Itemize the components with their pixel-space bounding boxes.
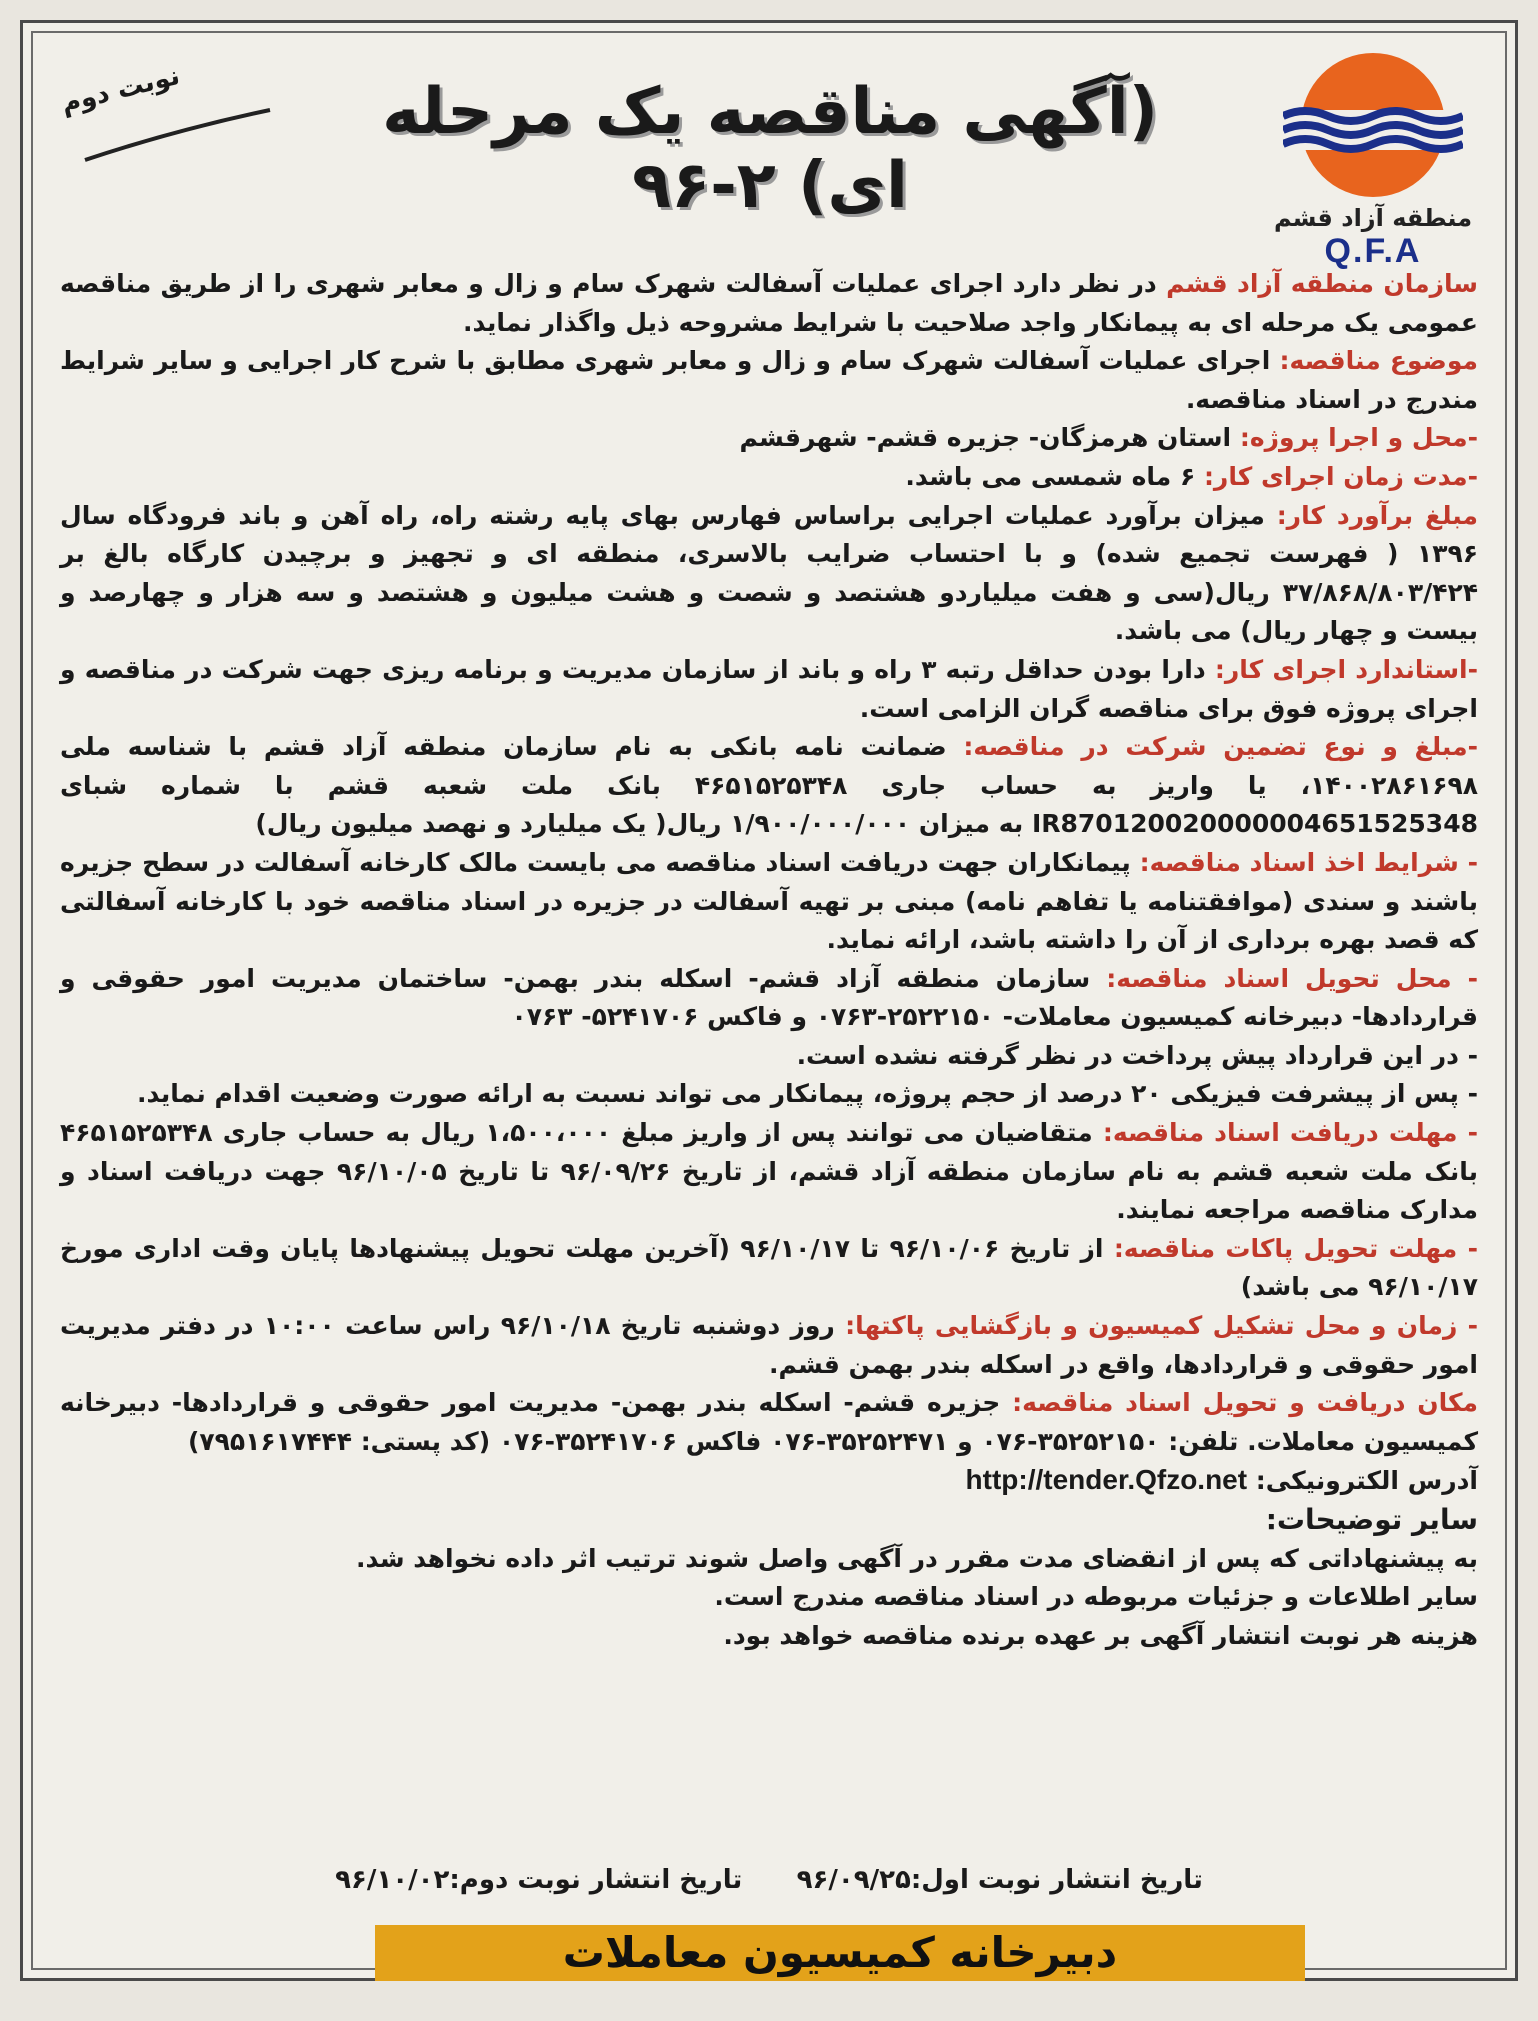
intro-paragraph [60, 265, 1478, 342]
duration-paragraph [60, 458, 1478, 497]
contact-text: جزیره قشم- اسکله بندر بهمن- مدیریت امور حقوقی و قراردادها- دبیرخانه کمیسیون معاملات. تلفن: ۳۵۲۵۲۱۵۰-۰۷۶ و ۳۵۲۵۲۴۷۱-۰۷۶ فاکس ۳۵۲۴۱۷۰۶-۰۷۶ (کد پستی: ۷۹۵۱۶۱۷۴۴۴) [60, 1388, 1478, 1456]
estimate-text: میزان برآورد عملیات اجرایی براساس فهارس بهای پایه رشته راه، راه آهن و باند فرودگاه سال ۱۳۹۶ ( فهرست تجمیع شده) و با احتساب ضرایب بالاسری، منطقه ای و تجهیز و برچیدن کارگاه بالغ بر ۳۷/۸۶۸/۸۰۳/۴۲۴ ریال(سی و هفت میلیاردو هشتصد و شصت و هشت میلیون و هشتصد و سه هزار و چهارصد و بیست و چهار ریال) می باشد. [60, 500, 1478, 646]
delivery-paragraph [60, 960, 1478, 1037]
subject-paragraph [60, 342, 1478, 419]
standard-paragraph [60, 651, 1478, 728]
note-item: - پس از پیشرفت فیزیکی ۲۰ درصد از حجم پروژه، پیمانکار می تواند نسبت به ارائه صورت وضعیت اقدام نماید. [136, 1079, 1478, 1109]
org-name: سازمان منطقه آزاد قشم [1166, 269, 1478, 298]
opening-text: روز دوشنبه تاریخ ۹۶/۱۰/۱۸ راس ساعت ۱۰:۰۰ در دفتر مدیریت امور حقوقی و قراردادها، واقع در اسکله بندر بهمن قشم. [60, 1311, 1478, 1379]
packet-label: - مهلت تحویل پاکات مناقصه: [1113, 1233, 1478, 1263]
packet-paragraph [60, 1230, 1478, 1307]
website-label: آدرس الکترونیکی: [1247, 1466, 1478, 1496]
standard-text: دارا بودن حداقل رتبه ۳ راه و باند از سازمان مدیریت و برنامه ریزی جهت شرکت در مناقصه و اجرای پروژه فوق برای مناقصه گران الزامی است. [60, 654, 1478, 723]
conditions-paragraph [60, 844, 1478, 960]
receive-label: - مهلت دریافت اسناد مناقصه: [1102, 1118, 1479, 1148]
location-paragraph [60, 419, 1478, 458]
estimate-paragraph [60, 497, 1478, 651]
guarantee-paragraph [60, 728, 1478, 844]
packet-text: از تاریخ ۹۶/۱۰/۰۶ تا ۹۶/۱۰/۱۷ (آخرین مهلت تحویل پیشنهادها پایان وقت اداری مورخ ۹۶/۱۰/۱۷ می باشد) [60, 1233, 1478, 1302]
estimate-label: مبلغ برآورد کار: [1276, 500, 1478, 530]
duration-label: -مدت زمان اجرای کار: [1203, 461, 1478, 491]
contact-label: مکان دریافت و تحویل اسناد مناقصه: [1012, 1388, 1478, 1418]
signature-bar: دبیرخانه کمیسیون معاملات [375, 1925, 1305, 1981]
guarantee-text-a: ضمانت نامه بانکی به نام سازمان منطقه آزاد قشم با شناسه ملی ۱۴۰۰۲۸۶۱۶۹۸، یا واریز به حساب جاری ۴۶۵۱۵۲۵۳۴۸ بانک ملت شعبه قشم با شماره شبای [60, 732, 1478, 800]
edition-stamp: نوبت دوم [58, 60, 183, 120]
other-line: هزینه هر نوبت انتشار آگهی بر عهده برنده مناقصه خواهد بود. [723, 1620, 1478, 1650]
guarantee-label: -مبلغ و نوع تضمین شرکت در مناقصه: [963, 732, 1478, 762]
publication-dates [60, 1865, 1478, 1895]
other-line: سایر اطلاعات و جزئیات مربوطه در اسناد مناقصه مندرج است. [714, 1582, 1478, 1612]
wave-circle-icon [1283, 50, 1463, 200]
logo [1258, 50, 1488, 271]
intro-text: در نظر دارد اجرای عملیات آسفالت شهرک سام و زال و معابر شهری را از طریق مناقصه عمومی یک مرحله ای به پیمانکار واجد صلاحیت با شرایط مشروحه ذیل واگذار نماید. [60, 269, 1478, 337]
website-link[interactable]: http://tender.Qfzo.net [965, 1464, 1248, 1496]
logo-abbr: Q.F.A [1324, 232, 1422, 270]
page-title: (آگهی مناقصه یک مرحله ای) ۲-۹۶ [382, 75, 1158, 223]
contact-paragraph [60, 1384, 1478, 1461]
note-item: - در این قرارداد پیش پرداخت در نظر گرفته نشده است. [796, 1040, 1478, 1070]
opening-paragraph [60, 1307, 1478, 1384]
website-paragraph [60, 1461, 1478, 1501]
logo-name: منطقه آزاد قشم [1273, 204, 1473, 232]
delivery-text: سازمان منطقه آزاد قشم- اسکله بندر بهمن- ساختمان مدیریت امور حقوقی و قراردادها- دبیرخانه کمیسیون معاملات- ۲۵۲۲۱۵۰-۰۷۶۳ و فاکس ۵۲۴۱۷۰۶- ۰۷۶۳ [60, 963, 1478, 1032]
location-text: استان هرمزگان- جزیره قشم- شهرقشم [739, 423, 1240, 453]
second-publication-date: تاریخ انتشار نوبت دوم:۹۶/۱۰/۰۲ [335, 1865, 743, 1895]
conditions-label: - شرایط اخذ اسناد مناقصه: [1139, 847, 1478, 877]
guarantee-text-b: به میزان ۱/۹۰۰/۰۰۰/۰۰۰ ریال( یک میلیارد و نهصد میلیون ریال) [255, 809, 1032, 839]
receive-text: متقاضیان می توانند پس از واریز مبلغ ۱،۵۰۰،۰۰۰ ریال به حساب جاری ۴۶۵۱۵۲۵۳۴۸ بانک ملت شعبه قشم به نام سازمان منطقه آزاد قشم، از تاریخ ۹۶/۰۹/۲۶ تا تاریخ ۹۶/۱۰/۰۵ جهت دریافت اسناد و مدارک مناقصه مراجعه نمایند. [60, 1118, 1478, 1225]
receive-paragraph [60, 1114, 1478, 1230]
conditions-text: پیمانکاران جهت دریافت اسناد مناقصه می بایست مالک کارخانه آسفالت در سطح جزیره باشند و سندی (موافقتنامه یا تفاهم نامه) مبنی بر تهیه آسفالت در جزیره در اسناد مناقصه خود با کارخانه آسفالتی که قصد بهره برداری از آن را داشته باشد، ارائه نماید. [60, 847, 1478, 955]
stamp-underline [75, 105, 275, 165]
first-publication-date: تاریخ انتشار نوبت اول:۹۶/۰۹/۲۵ [796, 1865, 1203, 1895]
subject-text: اجرای عملیات آسفالت شهرک سام و زال و معابر شهری مطابق با شرح کار اجرایی و سایر شرایط مندرج در اسناد مناقصه. [60, 346, 1478, 414]
subject-label: موضوع مناقصه: [1279, 346, 1478, 376]
location-label: -محل و اجرا پروژه: [1239, 423, 1478, 453]
iban: IR870120020000004651525348 [1031, 809, 1478, 839]
other-line: به پیشنهاداتی که پس از انقضای مدت مقرر در آگهی واصل شوند ترتیب اثر داده نخواهد شد. [356, 1543, 1478, 1573]
duration-text: ۶ ماه شمسی می باشد. [905, 461, 1204, 491]
other-heading: سایر توضیحات: [1265, 1503, 1478, 1536]
delivery-label: - محل تحویل اسناد مناقصه: [1106, 963, 1478, 993]
opening-label: - زمان و محل تشکیل کمیسیون و بازگشایی پاکتها: [845, 1311, 1479, 1341]
notice-body [60, 265, 1478, 1655]
tender-notice [20, 20, 1518, 1981]
standard-label: -استاندارد اجرای کار: [1214, 654, 1478, 684]
